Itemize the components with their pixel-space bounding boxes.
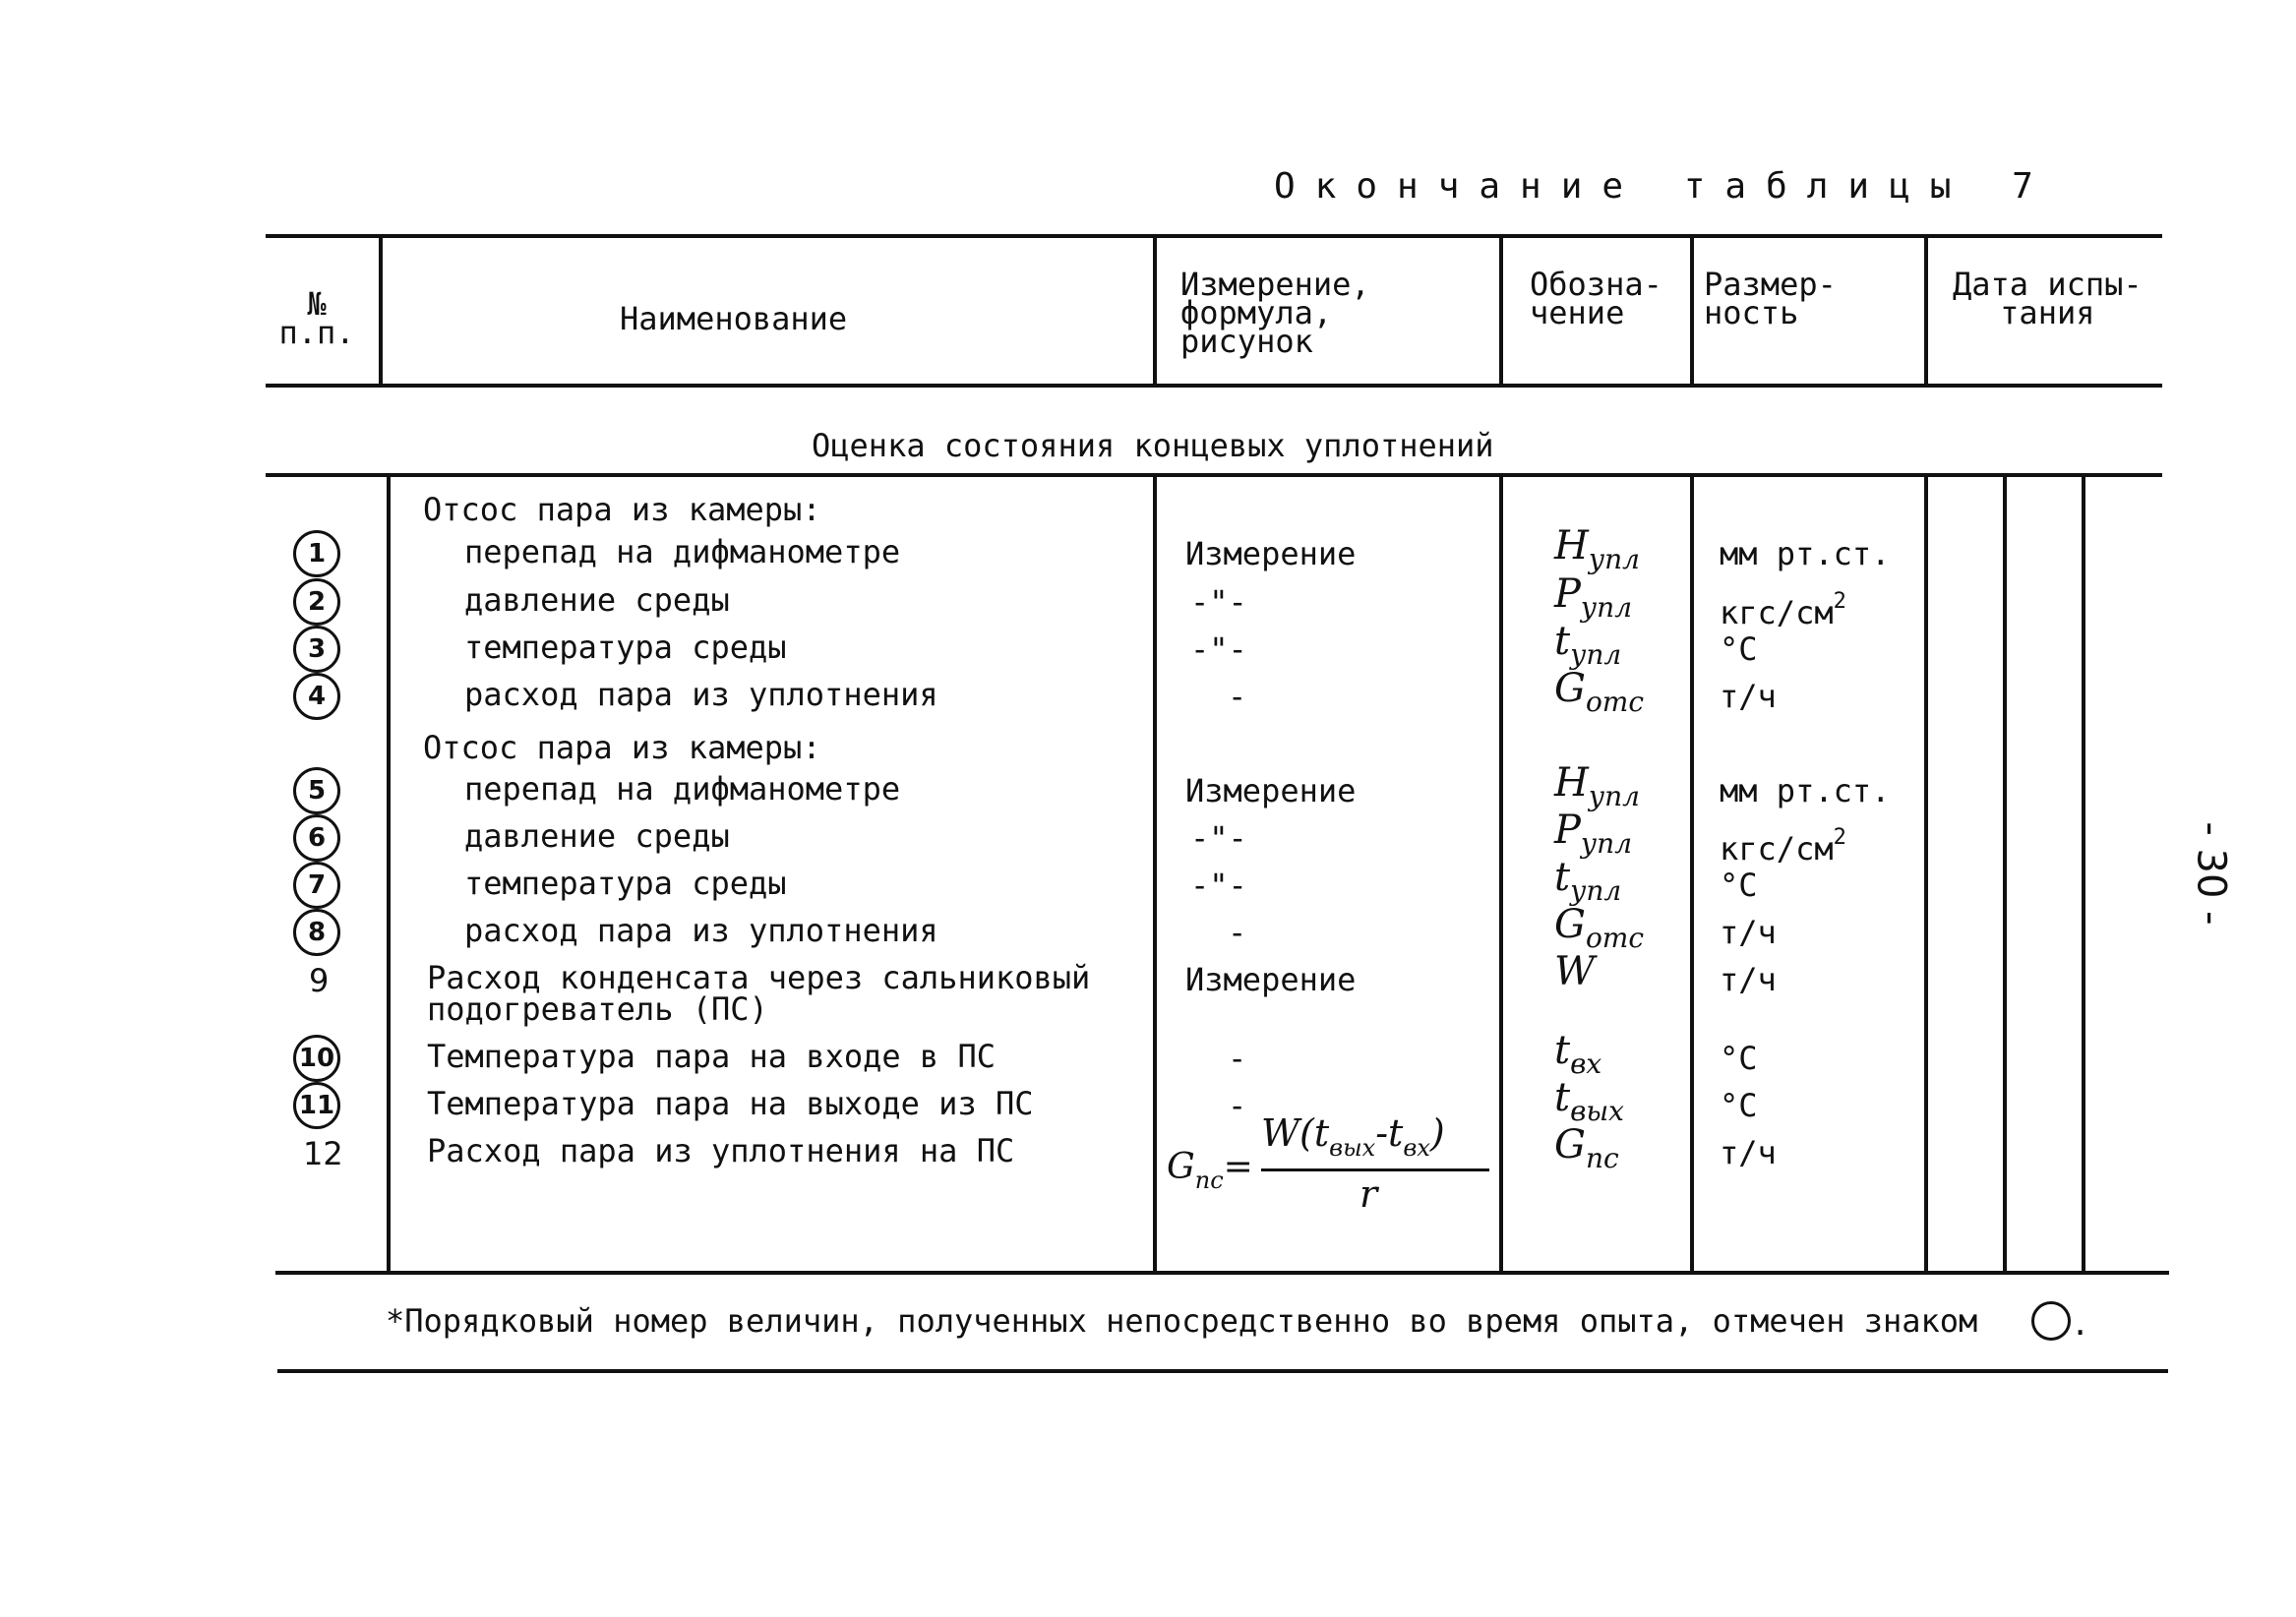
formula-numerator: $W(t_{вых}-t_{вх})$ (1261, 1111, 1445, 1162)
row-name: расход пара из уплотнения (464, 912, 938, 949)
body-bottom-rule (275, 1271, 2169, 1275)
symbol-subscript: упл (1570, 638, 1622, 671)
row-number-circled: 2 (293, 578, 340, 626)
unit-text: °C (1720, 630, 1758, 668)
row-unit (1720, 631, 1758, 667)
formula-fraction-bar (1261, 1168, 1489, 1171)
row-number: 12 (303, 1135, 343, 1172)
row-name: Температура пара на выходе из ПС (427, 1085, 1034, 1122)
symbol-main: G (1554, 1122, 1586, 1168)
row-measure: -"- (1190, 583, 1247, 621)
body-divider (1690, 475, 1694, 1271)
unit-superscript: 2 (1833, 825, 1846, 850)
page-number: - 30 - (2188, 821, 2234, 926)
symbol-subscript: отс (1585, 686, 1645, 718)
header-measure: Измерение, формула, рисунок (1180, 266, 1370, 360)
row-name: давление среды (464, 581, 730, 619)
row-number-circled: 10 (293, 1035, 340, 1082)
unit-text: мм рт.ст. (1720, 772, 1891, 809)
row-number-circled: 11 (293, 1082, 340, 1129)
group-heading: Отсос пара из камеры: (423, 491, 821, 528)
body-divider (1153, 475, 1157, 1271)
row-name: Расход пара из уплотнения на ПС (427, 1132, 1015, 1169)
unit-text: т/ч (1720, 914, 1777, 951)
row-symbol (1554, 523, 1640, 577)
row-name: перепад на дифманометре (464, 770, 901, 808)
row-measure: Измерение (1185, 535, 1357, 572)
symbol-subscript: вх (1570, 1048, 1602, 1080)
unit-text: °C (1720, 867, 1758, 904)
group-heading: Отсос пара из камеры: (423, 729, 821, 766)
row-unit (1720, 536, 1890, 571)
row-measure: - (1228, 1087, 1247, 1124)
row-unit (1720, 773, 1890, 808)
footnote-bottom-rule (277, 1369, 2168, 1373)
unit-text: мм рт.ст. (1720, 535, 1891, 572)
unit-text: кгс/см (1720, 830, 1834, 868)
circle-mark-icon (2031, 1301, 2071, 1341)
header-divider (1690, 236, 1694, 384)
symbol-main: G (1554, 666, 1586, 711)
row-name: температура среды (464, 865, 787, 902)
symbol-subscript: упл (1588, 543, 1640, 575)
unit-text: т/ч (1720, 1134, 1777, 1171)
row-measure: -"- (1190, 867, 1247, 904)
row-number-circled: 1 (293, 530, 340, 577)
symbol-main: W (1554, 949, 1596, 994)
row-name: расход пара из уплотнения (464, 676, 938, 713)
row-measure: - (1228, 914, 1247, 951)
unit-text: °C (1720, 1087, 1758, 1124)
symbol-subscript: упл (1588, 780, 1640, 812)
symbol-main: t (1554, 619, 1571, 664)
header-symbol: Обозна- чение (1530, 266, 1662, 331)
body-divider (387, 475, 391, 1271)
row-unit (1720, 1041, 1758, 1076)
body-top-rule (266, 473, 2162, 477)
row-name: температура среды (464, 629, 787, 666)
row-number-circled: 5 (293, 767, 340, 814)
symbol-main: G (1554, 902, 1586, 947)
unit-superscript: 2 (1833, 589, 1846, 614)
unit-text: т/ч (1720, 678, 1777, 715)
symbol-main: P (1554, 571, 1581, 617)
row-measure: - (1228, 1040, 1247, 1077)
symbol-main: H (1554, 523, 1589, 569)
row-number: 9 (309, 962, 330, 999)
row-symbol (1554, 666, 1645, 720)
row-number-circled: 6 (293, 814, 340, 862)
symbol-main: P (1554, 808, 1581, 853)
symbol-subscript: пс (1585, 1142, 1619, 1174)
footnote: *Порядковый номер величин, полученных непосредственно во время опыта, отмечен знаком (386, 1302, 1978, 1340)
header-divider (1499, 236, 1503, 384)
formula-lhs: $G_{пс}=$ (1167, 1147, 1253, 1194)
row-name: Расход конденсата через сальниковый подогреватель (ПС) (427, 959, 1091, 1028)
symbol-main: t (1554, 1075, 1571, 1120)
row-measure: -"- (1190, 819, 1247, 857)
header-date: Дата испы- тания (1953, 266, 2143, 331)
symbol-main: t (1554, 855, 1571, 900)
section-title: Оценка состояния концевых уплотнений (812, 427, 1494, 464)
row-unit (1720, 868, 1758, 903)
row-number-circled: 8 (293, 909, 340, 956)
row-name: Температура пара на входе в ПС (427, 1038, 996, 1075)
body-divider (2003, 475, 2007, 1271)
symbol-subscript: упл (1580, 827, 1633, 860)
row-unit (1720, 962, 1777, 997)
symbol-main: t (1554, 1028, 1571, 1073)
unit-text: °C (1720, 1040, 1758, 1077)
row-number-circled: 3 (293, 626, 340, 673)
row-measure: Измерение (1185, 961, 1357, 998)
symbol-subscript: вых (1570, 1095, 1624, 1127)
row-name: давление среды (464, 817, 730, 855)
row-measure: - (1228, 678, 1247, 715)
footnote-end: . (2071, 1305, 2090, 1343)
row-unit (1720, 1088, 1758, 1123)
row-number-circled: 7 (293, 862, 340, 909)
formula-denominator: r (1359, 1172, 1378, 1216)
header-divider (1153, 236, 1157, 384)
header-top-rule (266, 234, 2162, 238)
row-unit (1720, 584, 1846, 630)
body-divider (1499, 475, 1503, 1271)
symbol-subscript: упл (1580, 591, 1633, 624)
header-divider (379, 236, 383, 384)
symbol-main: H (1554, 760, 1589, 806)
formula (1163, 1111, 1497, 1220)
row-measure: -"- (1190, 630, 1247, 668)
header-unit: Размер- ность (1704, 266, 1837, 331)
row-unit (1720, 820, 1846, 867)
header-bottom-rule (266, 384, 2162, 388)
row-measure: Измерение (1185, 772, 1357, 809)
row-unit (1720, 679, 1777, 714)
row-unit (1720, 1135, 1777, 1170)
header-name: Наименование (620, 300, 848, 337)
table-caption: Окончание таблицы 7 (1274, 166, 2053, 207)
row-name: перепад на дифманометре (464, 533, 901, 570)
row-symbol (1554, 949, 1596, 994)
row-unit (1720, 915, 1777, 950)
unit-text: кгс/см (1720, 594, 1834, 631)
body-divider (2082, 475, 2085, 1271)
row-symbol (1554, 1122, 1619, 1176)
header-num: № п.п. (278, 285, 355, 351)
row-number-circled: 4 (293, 673, 340, 720)
header-divider (1924, 236, 1928, 384)
unit-text: т/ч (1720, 961, 1777, 998)
symbol-subscript: упл (1570, 874, 1622, 907)
symbol-subscript: отс (1585, 922, 1645, 954)
body-divider (1924, 475, 1928, 1271)
